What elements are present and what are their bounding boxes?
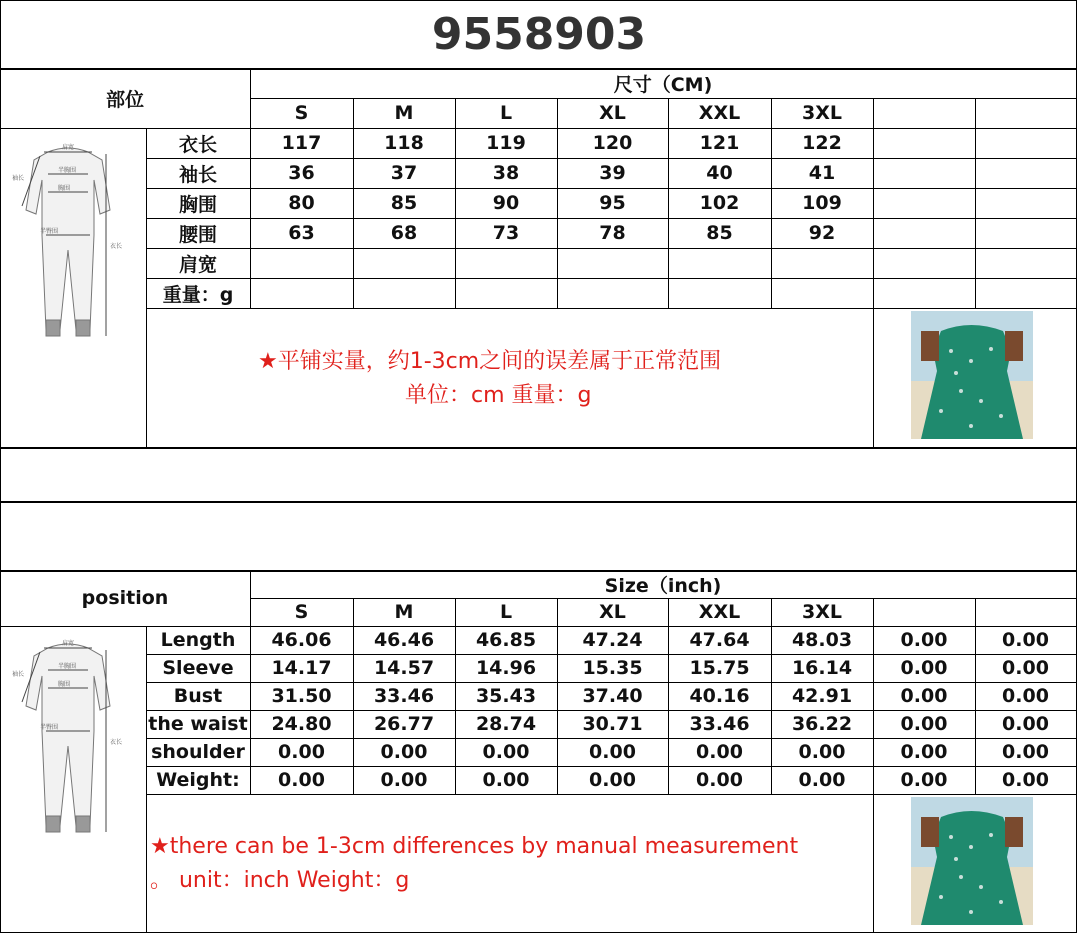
cm_table-row-value: [771, 278, 873, 308]
grid-line: [250, 598, 1077, 599]
diagram2-half-label: 半胸围: [58, 663, 77, 670]
cm_table-row-value: [557, 248, 668, 278]
grid-line: [146, 794, 1077, 795]
inch_table-row-value: 0.00: [900, 629, 948, 651]
grid-line: [146, 308, 1077, 309]
garment-diagram-inch: [10, 636, 138, 841]
grid-line: [0, 570, 1077, 572]
cm_table-row-label: 重量：g: [162, 283, 234, 306]
inch_table-row-value: 0.00: [1002, 657, 1049, 679]
inch_table-row-value: 14.17: [271, 657, 332, 679]
inch_table-row-value: 46.85: [475, 629, 537, 651]
grid-line: [146, 710, 1077, 711]
grid-line: [975, 598, 976, 794]
inch_table-size-6: [873, 598, 975, 626]
inch_table-size-0: S: [294, 601, 309, 623]
cm_table-row-value: 92: [808, 222, 836, 244]
diagram-length-label: 衣长: [110, 243, 123, 250]
cm_table-row-value: [873, 278, 975, 308]
grid-line: [771, 598, 772, 794]
grid-line: [146, 654, 1077, 655]
cm_table-row-value: 78: [599, 222, 626, 244]
grid-line: [250, 98, 1077, 99]
inch_table-row-value: 0.00: [589, 741, 636, 763]
inch_table-row-value: 0.00: [900, 741, 948, 763]
cm_table-row-value: [975, 248, 1076, 278]
diagram-half-label: 半胸围: [58, 167, 77, 174]
cm_table-row-value: 38: [492, 162, 520, 184]
inch_table-row-label: Bust: [173, 685, 223, 707]
cm_table-row-value: [250, 278, 353, 308]
inch_table-row-value: 0.00: [482, 741, 530, 763]
inch_table-row-value: 30.71: [582, 713, 643, 735]
inch_table-size-4: XXL: [698, 601, 741, 623]
inch_table-size-3: XL: [599, 601, 626, 623]
cm_table-row-value: [250, 248, 353, 278]
cm_table-row-value: [557, 278, 668, 308]
grid-line: [146, 128, 147, 448]
grid-line: [873, 794, 874, 932]
cm_table-size-4: XXL: [698, 102, 741, 124]
grid-line: [146, 766, 1077, 767]
inch_table-row-value: 15.75: [689, 657, 750, 679]
grid-line: [146, 738, 1077, 739]
product-photo-top: [911, 311, 1033, 439]
grid-line: [0, 68, 1077, 70]
diagram2-shoulder-label: 肩宽: [62, 640, 75, 647]
garment-diagram-cm: [10, 140, 138, 345]
grid-line: [146, 158, 1077, 159]
inch_table-row-value: 36.22: [791, 713, 853, 735]
cm_table-size-7: [975, 98, 1076, 128]
cm-note-line1: ★平铺实量，约1-3cm之间的误差属于正常范围: [258, 349, 722, 374]
inch_table-size-5: 3XL: [802, 601, 842, 623]
cm_table-row-value: [975, 188, 1076, 218]
cm_table-row-value: 85: [706, 222, 733, 244]
cm_table-size-6: [873, 98, 975, 128]
grid-line: [0, 626, 1077, 627]
cm_table-row-value: 39: [599, 162, 626, 184]
inch_table-row-value: 47.64: [689, 629, 750, 651]
inch_table-row-value: 31.50: [271, 685, 332, 707]
cm_table-row-value: 102: [699, 192, 740, 214]
cm_table-row-value: [353, 278, 455, 308]
inch_table-row-value: 16.14: [791, 657, 853, 679]
cm_table-row-value: 120: [592, 132, 633, 154]
grid-line: [455, 598, 456, 794]
inch_table-size-1: M: [394, 601, 414, 623]
inch_table-row-value: 28.74: [475, 713, 537, 735]
cm_table-row-value: [873, 158, 975, 188]
inch_table-row-value: 0.00: [798, 769, 846, 791]
grid-line: [557, 98, 558, 308]
grid-line: [873, 98, 874, 308]
cm_table-row-value: [975, 158, 1076, 188]
diagram2-sleeve-label: 袖长: [12, 671, 25, 678]
cm_table-size-5: 3XL: [802, 102, 842, 124]
inch_table-row-value: 48.03: [791, 629, 853, 651]
diagram-waist-label: 半臀围: [40, 228, 59, 235]
inch-note-line2: 。 unit：inch Weight：g: [150, 868, 410, 893]
grid-line: [455, 98, 456, 308]
cm_table-row-value: [353, 248, 455, 278]
inch_table-row-value: 42.91: [791, 685, 853, 707]
grid-line: [146, 218, 1077, 219]
inch_table-row-value: 15.35: [582, 657, 643, 679]
cm_table-row-value: 109: [802, 192, 842, 214]
inch_table-row-value: 33.46: [373, 685, 435, 707]
inch_table-row-value: 35.43: [475, 685, 537, 707]
cm_table-row-value: [873, 248, 975, 278]
cm_table-row-value: 63: [288, 222, 315, 244]
cm_table-row-value: [455, 278, 557, 308]
grid-line: [146, 682, 1077, 683]
diagram2-chest-label: 胸围: [58, 681, 71, 688]
cm_table-row-value: 122: [802, 132, 842, 154]
cm_table-row-value: [668, 278, 771, 308]
cm_table-row-value: [873, 128, 975, 158]
cm_table-row-label: 袖长: [178, 163, 217, 186]
inch_table-row-value: 0.00: [696, 769, 743, 791]
inch_table-row-value: 0.00: [589, 769, 636, 791]
inch_table-row-value: 0.00: [1002, 769, 1049, 791]
inch-size-header: Size（inch): [604, 574, 722, 597]
cm_table-row-value: 121: [699, 132, 740, 154]
inch-note-line1: ★there can be 1-3cm differences by manual measurement: [150, 834, 799, 859]
inch_table-row-value: 0.00: [1002, 741, 1049, 763]
cm_table-row-label: 肩宽: [178, 253, 217, 276]
diagram-chest-label: 胸围: [58, 185, 71, 192]
inch_table-row-value: 0.00: [696, 741, 743, 763]
inch-part-label: position: [81, 587, 169, 609]
grid-line: [250, 68, 251, 308]
cm-size-header: 尺寸（CM): [613, 73, 713, 96]
cm_table-row-value: 117: [281, 132, 322, 154]
cm_table-size-3: XL: [599, 102, 626, 124]
inch_table-row-value: 14.57: [373, 657, 435, 679]
inch_table-row-value: 0.00: [380, 769, 428, 791]
grid-line: [0, 0, 1077, 1]
grid-line: [0, 128, 1077, 129]
inch_table-row-value: 0.00: [380, 741, 428, 763]
cm_table-row-label: 衣长: [178, 133, 217, 156]
grid-line: [0, 0, 1, 933]
cm_table-row-value: 36: [288, 162, 315, 184]
cm_table-row-value: [455, 248, 557, 278]
cm_table-size-1: M: [394, 102, 414, 124]
cm_table-row-value: [668, 248, 771, 278]
cm_table-row-value: 90: [492, 192, 520, 214]
inch_table-row-value: 0.00: [278, 741, 325, 763]
grid-line: [146, 626, 147, 932]
inch_table-row-value: 0.00: [900, 713, 948, 735]
grid-line: [0, 501, 1077, 503]
inch_table-row-value: 0.00: [482, 769, 530, 791]
grid-line: [250, 570, 251, 794]
inch_table-row-label: shoulder: [151, 741, 245, 763]
grid-line: [0, 447, 1077, 449]
cm_table-row-value: [873, 218, 975, 248]
diagram2-length-label: 衣长: [110, 739, 123, 746]
inch_table-row-value: 0.00: [900, 769, 948, 791]
diagram2-waist-label: 半臀围: [40, 724, 59, 731]
cm_table-row-value: 73: [492, 222, 520, 244]
grid-line: [353, 98, 354, 308]
inch_table-row-value: 0.00: [1002, 713, 1049, 735]
product-code: 9558903: [431, 8, 647, 60]
inch_table-row-value: 33.46: [689, 713, 750, 735]
cm_table-row-value: 40: [706, 162, 733, 184]
product-photo-bottom: [911, 797, 1033, 925]
cm_table-row-value: [975, 218, 1076, 248]
inch_table-row-value: 0.00: [1002, 685, 1049, 707]
inch_table-size-2: L: [499, 601, 513, 623]
cm_table-row-value: 118: [384, 132, 424, 154]
cm_table-row-value: 80: [288, 192, 315, 214]
inch_table-row-value: 26.77: [373, 713, 435, 735]
inch_table-row-value: 24.80: [271, 713, 332, 735]
cm_table-row-value: [975, 278, 1076, 308]
grid-line: [353, 598, 354, 794]
cm_table-row-value: 41: [808, 162, 836, 184]
inch_table-row-label: Sleeve: [162, 657, 234, 679]
cm_table-row-value: 119: [486, 132, 526, 154]
cm_table-row-label: 胸围: [178, 193, 217, 216]
cm_table-row-value: 95: [599, 192, 626, 214]
inch_table-row-value: 0.00: [900, 657, 948, 679]
inch_table-row-value: 37.40: [582, 685, 643, 707]
inch_table-row-value: 0.00: [278, 769, 325, 791]
cm-note-line2: 单位：cm 重量：g: [405, 383, 592, 408]
inch_table-row-value: 0.00: [798, 741, 846, 763]
grid-line: [146, 248, 1077, 249]
cm_table-size-0: S: [294, 102, 309, 124]
grid-line: [873, 308, 874, 448]
cm_table-row-value: [873, 188, 975, 218]
inch_table-row-value: 14.96: [475, 657, 537, 679]
inch_table-row-value: 0.00: [900, 685, 948, 707]
grid-line: [873, 598, 874, 794]
inch_table-row-label: Weight:: [156, 769, 240, 791]
inch_table-row-label: Length: [160, 629, 236, 651]
inch_table-row-value: 47.24: [582, 629, 643, 651]
cm_table-row-value: 68: [390, 222, 418, 244]
inch_table-row-value: 0.00: [1002, 629, 1049, 651]
cm_table-size-2: L: [499, 102, 513, 124]
inch_table-row-label: the waist: [148, 713, 248, 735]
grid-line: [668, 598, 669, 794]
diagram-shoulder-label: 肩宽: [62, 144, 75, 151]
cm-part-label: 部位: [105, 88, 144, 111]
grid-line: [668, 98, 669, 308]
grid-line: [0, 932, 1077, 933]
grid-line: [146, 278, 1077, 279]
grid-line: [771, 98, 772, 308]
inch_table-size-7: [975, 598, 1076, 626]
diagram-sleeve-label: 袖长: [12, 175, 25, 182]
grid-line: [975, 98, 976, 308]
cm_table-row-value: [975, 128, 1076, 158]
cm_table-row-label: 腰围: [178, 223, 217, 246]
inch_table-row-value: 46.06: [271, 629, 332, 651]
inch_table-row-value: 40.16: [689, 685, 750, 707]
cm_table-row-value: [771, 248, 873, 278]
grid-line: [557, 598, 558, 794]
cm_table-row-value: 85: [390, 192, 418, 214]
grid-line: [146, 188, 1077, 189]
cm_table-row-value: 37: [390, 162, 418, 184]
inch_table-row-value: 46.46: [373, 629, 435, 651]
